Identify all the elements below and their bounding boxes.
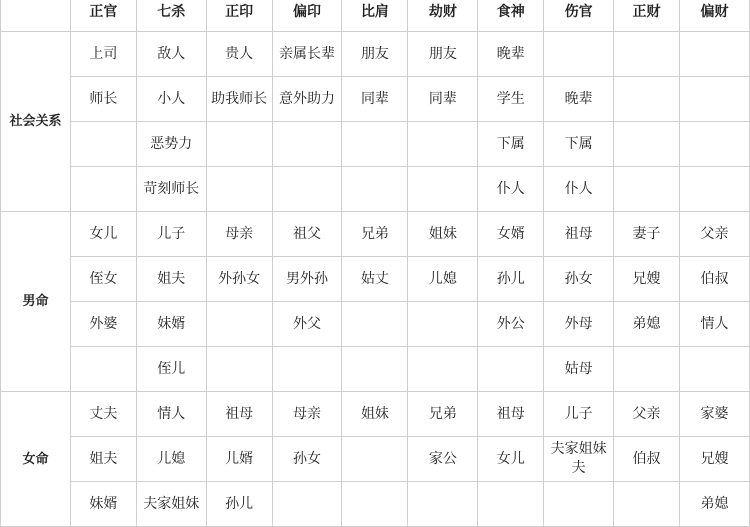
table-cell: [408, 482, 478, 527]
table-row: [1, 122, 750, 167]
table-cell: 女儿: [478, 437, 544, 482]
table-cell: 助我师长: [206, 77, 272, 122]
table-cell: [70, 167, 136, 212]
table-cell: 外公: [478, 302, 544, 347]
table-cell: 父亲: [679, 212, 749, 257]
table-cell: 外孙女: [206, 257, 272, 302]
table-cell: 祖母: [544, 212, 614, 257]
table-row: [1, 167, 750, 212]
table-cell: [614, 167, 680, 212]
table-cell: [206, 302, 272, 347]
column-header: 劫财: [408, 0, 478, 32]
table-cell: 同辈: [342, 77, 408, 122]
table-cell: 姑丈: [342, 257, 408, 302]
table-cell: 敌人: [136, 32, 206, 77]
table-cell: 学生: [478, 77, 544, 122]
table-cell: [342, 167, 408, 212]
table-cell: [342, 347, 408, 392]
table-cell: 情人: [136, 392, 206, 437]
table-cell: 同辈: [408, 77, 478, 122]
table-cell: 伯叔: [614, 437, 680, 482]
table-cell: 晚辈: [478, 32, 544, 77]
table-cell: 妹婿: [136, 302, 206, 347]
table-cell: 伯叔: [679, 257, 749, 302]
table-cell: [679, 347, 749, 392]
table-cell: 姐夫: [70, 437, 136, 482]
table-cell: 小人: [136, 77, 206, 122]
column-header: 比肩: [342, 0, 408, 32]
table-cell: 祖母: [478, 392, 544, 437]
table-body: [1, 32, 750, 527]
table-cell: [206, 347, 272, 392]
table-cell: [679, 122, 749, 167]
table-cell: 姐妹: [342, 392, 408, 437]
table-cell: 侄女: [70, 257, 136, 302]
table-cell: 夫家姐妹: [136, 482, 206, 527]
table-cell: 家婆: [679, 392, 749, 437]
table-cell: 兄弟: [408, 392, 478, 437]
table-cell: [272, 347, 342, 392]
table-cell: 贵人: [206, 32, 272, 77]
table-cell: 儿媳: [136, 437, 206, 482]
table-row: [1, 257, 750, 302]
table-cell: [408, 167, 478, 212]
table-cell: 朋友: [342, 32, 408, 77]
table-cell: 外婆: [70, 302, 136, 347]
table-cell: [70, 347, 136, 392]
column-header: 偏印: [272, 0, 342, 32]
table-cell: [614, 32, 680, 77]
table-cell: 意外助力: [272, 77, 342, 122]
table-cell: 侄儿: [136, 347, 206, 392]
table-cell: 孙女: [272, 437, 342, 482]
table-cell: [408, 122, 478, 167]
table-cell: 男外孙: [272, 257, 342, 302]
table-cell: 姑母: [544, 347, 614, 392]
column-header: 正印: [206, 0, 272, 32]
table-cell: 外母: [544, 302, 614, 347]
table-cell: 孙儿: [206, 482, 272, 527]
table-cell: 仆人: [478, 167, 544, 212]
table-cell: 苛刻师长: [136, 167, 206, 212]
table-cell: 孙儿: [478, 257, 544, 302]
table-cell: [272, 167, 342, 212]
table-cell: 下属: [478, 122, 544, 167]
table-cell: 兄嫂: [614, 257, 680, 302]
column-header: 正财: [614, 0, 680, 32]
table-cell: 女婿: [478, 212, 544, 257]
column-header: [1, 0, 71, 32]
table-cell: 弟媳: [679, 482, 749, 527]
table-cell: [614, 482, 680, 527]
table-cell: 弟媳: [614, 302, 680, 347]
table-cell: [544, 32, 614, 77]
table-cell: 丈夫: [70, 392, 136, 437]
table-cell: [478, 347, 544, 392]
column-header: 偏财: [679, 0, 749, 32]
table-cell: 外父: [272, 302, 342, 347]
group-label: 社会关系: [1, 32, 71, 212]
table-cell: 朋友: [408, 32, 478, 77]
table-cell: 恶势力: [136, 122, 206, 167]
table-cell: 姐夫: [136, 257, 206, 302]
table-row: [1, 212, 750, 257]
table-cell: 上司: [70, 32, 136, 77]
table-cell: [544, 482, 614, 527]
table-cell: [272, 482, 342, 527]
column-header: 食神: [478, 0, 544, 32]
table-cell: 祖父: [272, 212, 342, 257]
table-cell: [478, 482, 544, 527]
table-cell: 仆人: [544, 167, 614, 212]
table-cell: 母亲: [272, 392, 342, 437]
table-cell: 父亲: [614, 392, 680, 437]
table-row: [1, 77, 750, 122]
table-row: [1, 482, 750, 527]
column-header: 正官: [70, 0, 136, 32]
table-cell: [408, 347, 478, 392]
table-cell: [614, 122, 680, 167]
group-label: 男命: [1, 212, 71, 392]
table-cell: 姐妹: [408, 212, 478, 257]
column-header: 伤官: [544, 0, 614, 32]
table-cell: 儿子: [544, 392, 614, 437]
header-row: [1, 0, 750, 32]
table-cell: [70, 122, 136, 167]
table-cell: [342, 437, 408, 482]
table-cell: [679, 167, 749, 212]
table-cell: [679, 32, 749, 77]
column-header: 七杀: [136, 0, 206, 32]
table-cell: [614, 347, 680, 392]
table-cell: 儿婿: [206, 437, 272, 482]
table-cell: 儿子: [136, 212, 206, 257]
table-cell: 妻子: [614, 212, 680, 257]
table-cell: 夫家姐妹夫: [544, 437, 614, 482]
table-cell: [408, 302, 478, 347]
table-cell: [342, 482, 408, 527]
table-cell: 晚辈: [544, 77, 614, 122]
table-cell: 师长: [70, 77, 136, 122]
table-cell: 妹婿: [70, 482, 136, 527]
table-cell: 下属: [544, 122, 614, 167]
table-cell: 母亲: [206, 212, 272, 257]
table-cell: 家公: [408, 437, 478, 482]
table-cell: 儿媳: [408, 257, 478, 302]
table-row: [1, 347, 750, 392]
table-row: [1, 437, 750, 482]
table-cell: [272, 122, 342, 167]
table-cell: [342, 302, 408, 347]
table-row: [1, 392, 750, 437]
table-cell: 孙女: [544, 257, 614, 302]
table-cell: 兄弟: [342, 212, 408, 257]
group-label: 女命: [1, 392, 71, 527]
table-cell: 女儿: [70, 212, 136, 257]
table-cell: 情人: [679, 302, 749, 347]
table-cell: [614, 77, 680, 122]
table-row: [1, 32, 750, 77]
table-cell: 兄嫂: [679, 437, 749, 482]
table-row: [1, 302, 750, 347]
table-cell: 亲属长辈: [272, 32, 342, 77]
table-cell: [342, 122, 408, 167]
table-cell: 祖母: [206, 392, 272, 437]
table-cell: [679, 77, 749, 122]
table-cell: [206, 122, 272, 167]
table-cell: [206, 167, 272, 212]
